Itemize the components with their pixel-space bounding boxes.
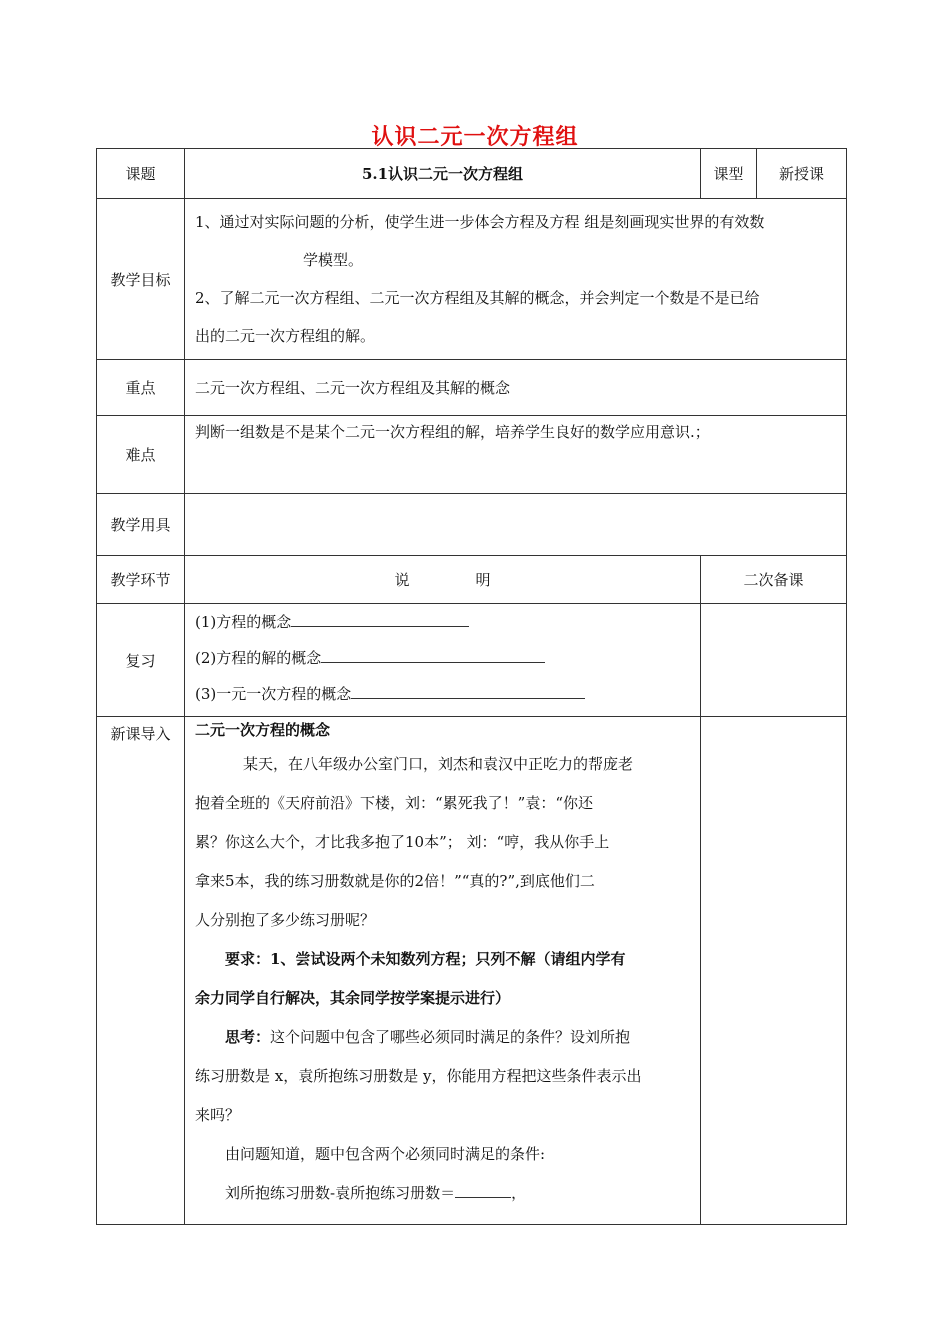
equation-line: 刘所抱练习册数-袁所抱练习册数＝ ， bbox=[195, 1174, 690, 1213]
review-item-1: (1)方程的概念 bbox=[195, 604, 690, 640]
desc-label bbox=[185, 556, 701, 604]
intro-label: 新课导入 bbox=[97, 717, 185, 1225]
topic-value: 5.1认识二元一次方程组 bbox=[185, 149, 701, 199]
goals-row bbox=[97, 199, 847, 360]
stage-label: 教学环节 bbox=[97, 556, 185, 604]
tools-label: 教学用具 bbox=[97, 494, 185, 556]
goal-1: 1、通过对实际问题的分析，使学生进一步体会方程及方程 组是刻画现实世界的有效数 bbox=[195, 213, 765, 231]
key-label: 重点 bbox=[97, 360, 185, 416]
requirement-line-1: 要求：1、尝试设两个未知数列方程；只列不解（请组内学有 bbox=[225, 950, 626, 968]
intro-heading: 二元一次方程的概念 bbox=[195, 721, 331, 739]
type-value: 新授课 bbox=[757, 149, 847, 199]
story-line-1: 某天，在八年级办公室门口，刘杰和袁汉中正吃力的帮庞老 bbox=[243, 755, 634, 773]
difficult-content: 判断一组数是不是某个二元一次方程组的解，培养学生良好的数学应用意识.； bbox=[185, 416, 847, 494]
think-line-3: 来吗？ bbox=[195, 1106, 241, 1124]
key-row bbox=[97, 360, 847, 416]
tools-row bbox=[97, 494, 847, 556]
intro-content bbox=[185, 717, 701, 1225]
story-line-4: 拿来5本，我的练习册数就是你的2倍！”“真的?”,到底他们二 bbox=[195, 872, 595, 890]
story-line-5: 人分别抱了多少练习册呢？ bbox=[195, 911, 376, 929]
difficult-label: 难点 bbox=[97, 416, 185, 494]
tools-content bbox=[185, 494, 847, 556]
requirement-line-2: 余力同学自行解决，其余同学按学案提示进行） bbox=[195, 989, 511, 1007]
goals-content bbox=[185, 199, 847, 360]
lesson-plan-table bbox=[96, 148, 847, 1225]
goal-1-cont: 学模型。 bbox=[303, 251, 364, 269]
desc-label-a: 说 bbox=[394, 571, 410, 589]
document-title: 认识二元一次方程组 bbox=[371, 124, 579, 150]
notes-label: 二次备课 bbox=[701, 556, 847, 604]
think-line-1: 思考：这个问题中包含了哪些必须同时满足的条件？设刘所抱 bbox=[225, 1028, 631, 1046]
intro-row bbox=[97, 717, 847, 1225]
review-row bbox=[97, 604, 847, 717]
header-row bbox=[97, 149, 847, 199]
goal-2-cont: 出的二元一次方程组的解。 bbox=[195, 327, 376, 345]
story-line-2: 抱着全班的《天府前沿》下楼，刘：“累死我了！”袁：“你还 bbox=[195, 794, 594, 812]
desc-label-b: 明 bbox=[475, 571, 491, 589]
review-content bbox=[185, 604, 701, 717]
review-notes bbox=[701, 604, 847, 717]
difficult-row bbox=[97, 416, 847, 494]
condition-line: 由问题知道，题中包含两个必须同时满足的条件: bbox=[225, 1145, 546, 1163]
topic-label: 课题 bbox=[97, 149, 185, 199]
story-line-3: 累？你这么大个，才比我多抱了10本”； 刘：“哼，我从你手上 bbox=[195, 833, 610, 851]
type-label: 课型 bbox=[701, 149, 757, 199]
review-label: 复习 bbox=[97, 604, 185, 717]
section-header-row bbox=[97, 556, 847, 604]
review-item-3: (3)一元一次方程的概念 bbox=[195, 676, 690, 712]
goals-label: 教学目标 bbox=[97, 199, 185, 360]
goal-2: 2、了解二元一次方程组、二元一次方程组及其解的概念，并会判定一个数是不是已给 bbox=[195, 289, 760, 307]
intro-notes bbox=[701, 717, 847, 1225]
think-line-2: 练习册数是 x，袁所抱练习册数是 y，你能用方程把这些条件表示出 bbox=[195, 1067, 642, 1085]
review-item-2: (2)方程的解的概念 bbox=[195, 640, 690, 676]
key-content: 二元一次方程组、二元一次方程组及其解的概念 bbox=[185, 360, 847, 416]
